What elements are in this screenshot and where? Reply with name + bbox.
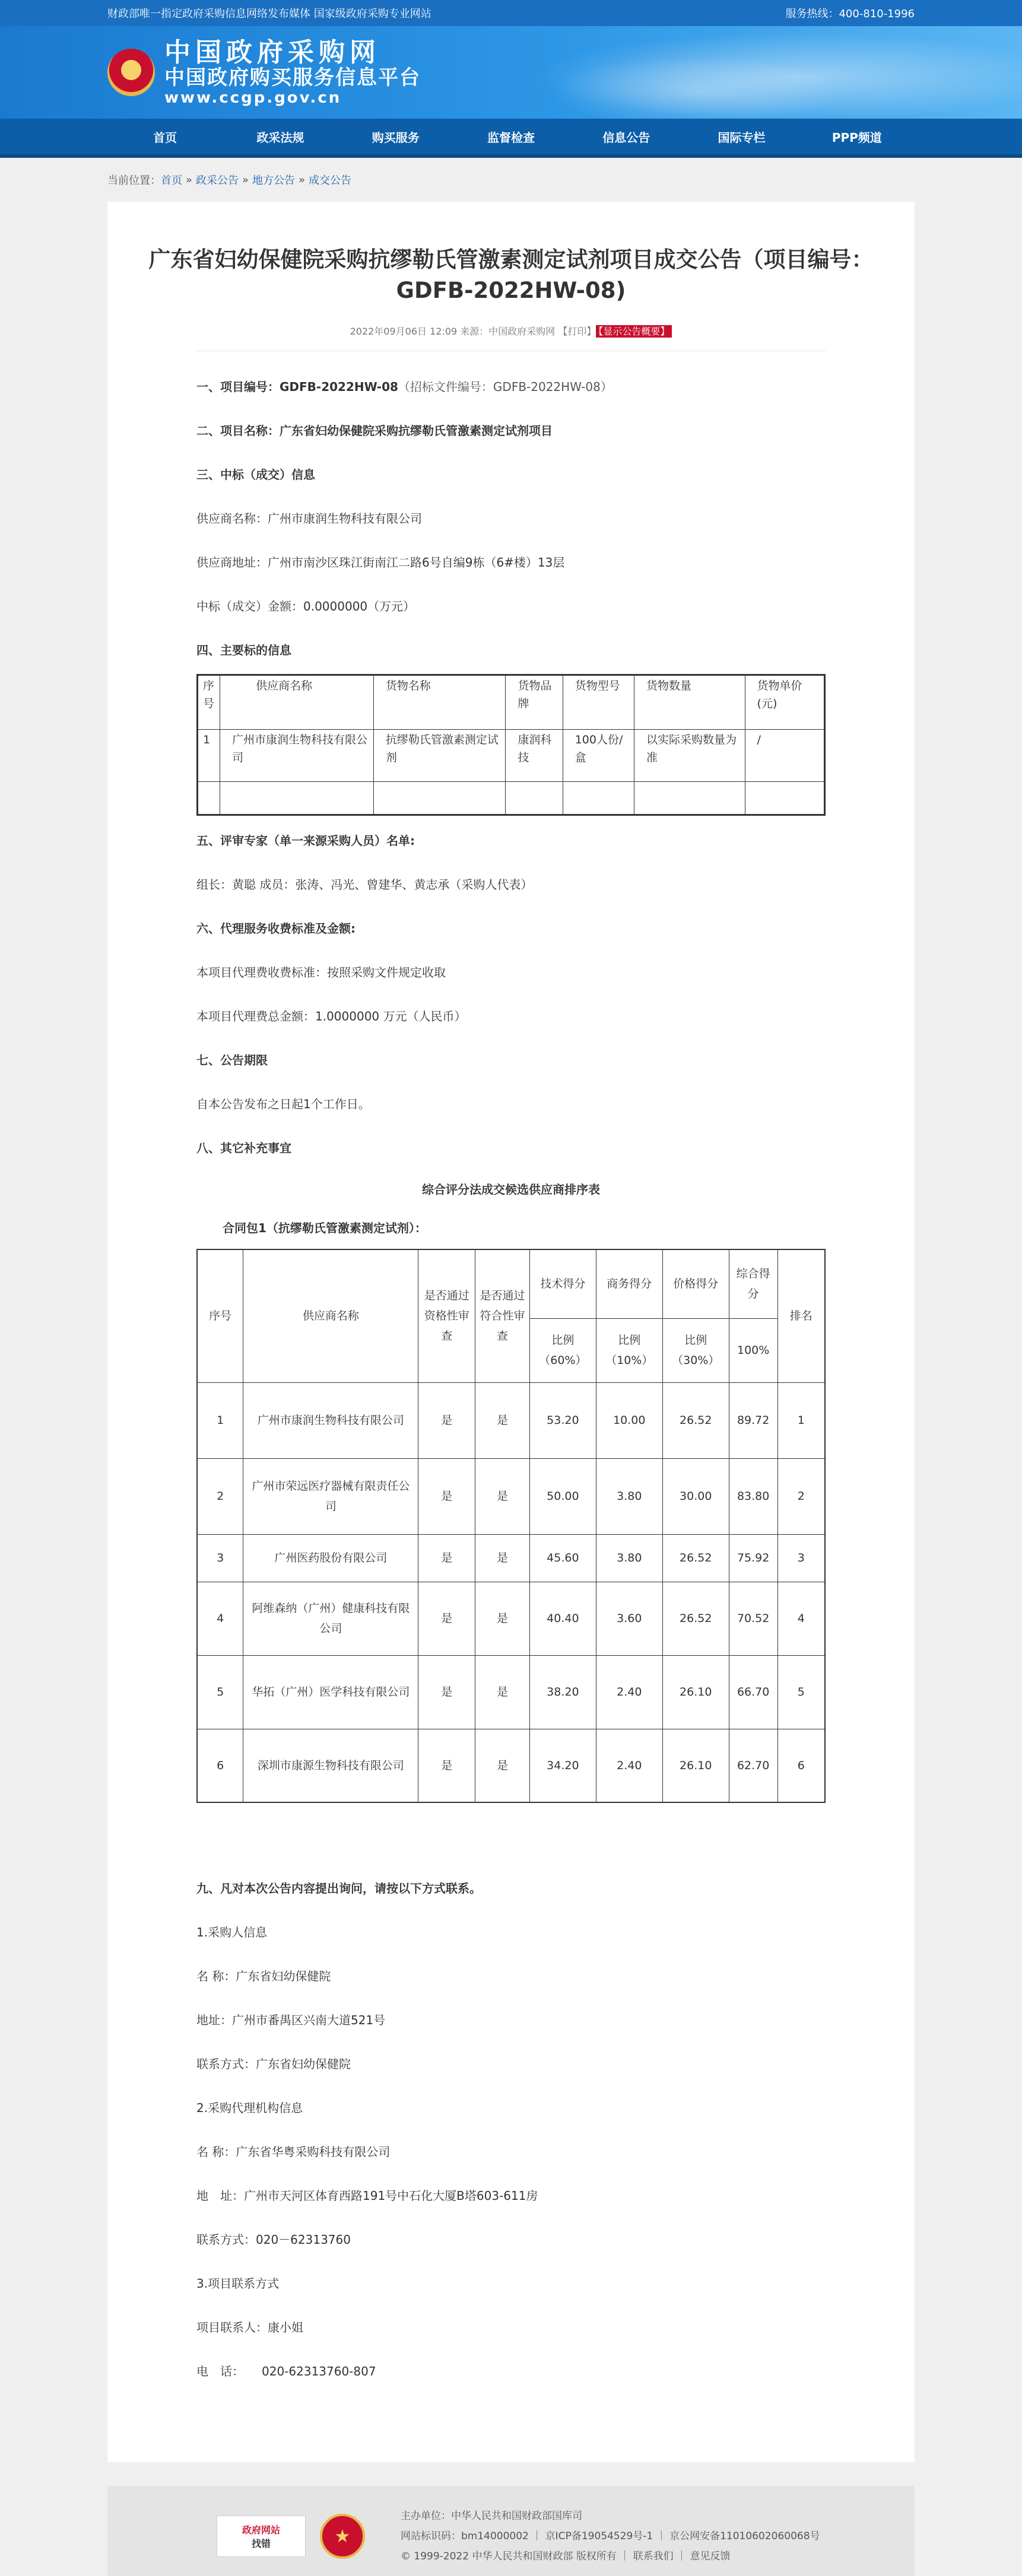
article-meta bbox=[107, 324, 915, 338]
table-cell: 66.70 bbox=[729, 1655, 777, 1729]
table-cell: 45.60 bbox=[529, 1534, 596, 1582]
gov-site-error-report-badge[interactable] bbox=[217, 2515, 306, 2557]
breadcrumb-deal[interactable]: 成交公告 bbox=[309, 174, 352, 187]
table-cell: 75.92 bbox=[729, 1534, 777, 1582]
table-header: 货物数量 bbox=[634, 675, 745, 730]
footer-info bbox=[401, 2506, 820, 2567]
agency-name: 名 称：广东省华粤采购科技有限公司 bbox=[196, 2145, 391, 2159]
award-amount: 中标（成交）金额：0.0000000（万元） bbox=[196, 599, 415, 613]
table-cell: 是 bbox=[418, 1655, 475, 1729]
table-header: 100% bbox=[729, 1318, 777, 1382]
table-row-empty bbox=[198, 782, 825, 815]
badge-title: 政府网站 bbox=[242, 2524, 280, 2536]
agency-heading: 2.采购代理机构信息 bbox=[196, 2101, 303, 2115]
table-cell: 1 bbox=[197, 1382, 243, 1458]
supplier-address: 供应商地址：广州市南沙区珠江街南江二路6号自编9栋（6#楼）13层 bbox=[196, 555, 565, 570]
footer-copyright: © 1999-2022 中华人民共和国财政部 版权所有 ｜ 联系我们 ｜ 意见反馈 bbox=[401, 2550, 731, 2562]
table-cell: 3 bbox=[197, 1534, 243, 1582]
table-header: 货物名称 bbox=[373, 675, 506, 730]
project-contact-phone: 电 话： 020-62313760-807 bbox=[196, 2364, 376, 2378]
table-cell: 是 bbox=[475, 1729, 530, 1802]
table-cell: 2 bbox=[197, 1458, 243, 1534]
table-cell: 阿维森纳（广州）健康科技有限公司 bbox=[243, 1582, 418, 1655]
nav-announcements[interactable]: 信息公告 bbox=[602, 130, 650, 145]
table-cell: 62.70 bbox=[729, 1729, 777, 1802]
logo-url: www.ccgp.gov.cn bbox=[164, 88, 342, 107]
table-cell: 华拓（广州）医学科技有限公司 bbox=[243, 1655, 418, 1729]
footer-registration: 网站标识码：bm14000002 ｜ 京ICP备19054529号-1 ｜ 京公网安备11010602060068号 bbox=[401, 2530, 820, 2542]
table-row bbox=[197, 1458, 825, 1534]
supplier-name: 供应商名称：广州市康润生物科技有限公司 bbox=[196, 511, 422, 526]
article-body bbox=[196, 351, 826, 2380]
site-slogan: 财政部唯一指定政府采购信息网络发布媒体 国家级政府采购专业网站 bbox=[107, 8, 431, 20]
table-cell: 26.10 bbox=[662, 1729, 729, 1802]
table-cell: 是 bbox=[475, 1655, 530, 1729]
section-award-info: 三、中标（成交）信息 bbox=[196, 468, 315, 482]
breadcrumb-procurement[interactable]: 政采公告 bbox=[196, 174, 239, 187]
section-supplement: 八、其它补充事宜 bbox=[196, 1141, 291, 1155]
nav-international[interactable]: 国际专栏 bbox=[718, 130, 766, 145]
table-row bbox=[197, 1582, 825, 1655]
breadcrumb bbox=[107, 158, 915, 202]
table-cell: 2.40 bbox=[596, 1729, 662, 1802]
party-gov-site-icon[interactable]: ★ bbox=[320, 2514, 365, 2559]
main-nav bbox=[0, 119, 1022, 158]
table-cell: 100人份/盒 bbox=[563, 730, 634, 782]
purchaser-address: 地址：广州市番禺区兴南大道521号 bbox=[196, 2013, 386, 2027]
logo-subtitle: 中国政府购买服务信息平台 bbox=[164, 66, 421, 90]
table-cell: 康润科技 bbox=[506, 730, 563, 782]
table-cell: 26.10 bbox=[662, 1655, 729, 1729]
breadcrumb-local[interactable]: 地方公告 bbox=[252, 174, 296, 187]
ranking-table bbox=[196, 1249, 826, 1803]
table-header: 货物型号 bbox=[563, 675, 634, 730]
table-cell: 是 bbox=[475, 1458, 530, 1534]
table-row bbox=[198, 730, 825, 782]
section-project-no: 一、项目编号：GDFB-2022HW-08 bbox=[196, 380, 398, 394]
table-cell: 深圳市康源生物科技有限公司 bbox=[243, 1729, 418, 1802]
table-cell: 广州市康润生物科技有限公司 bbox=[220, 730, 374, 782]
table-cell: 是 bbox=[418, 1582, 475, 1655]
site-logo[interactable] bbox=[164, 39, 421, 106]
fee-standard: 本项目代理费收费标准：按照采购文件规定收取 bbox=[196, 965, 446, 979]
table-cell: 以实际采购数量为准 bbox=[634, 730, 745, 782]
table-header: 商务得分 bbox=[596, 1249, 662, 1318]
table-cell: 1 bbox=[198, 730, 220, 782]
table-cell: 是 bbox=[475, 1382, 530, 1458]
table-cell: 广州市康润生物科技有限公司 bbox=[243, 1382, 418, 1458]
table-cell: 广州医药股份有限公司 bbox=[243, 1534, 418, 1582]
table-cell: 50.00 bbox=[529, 1458, 596, 1534]
table-header: 是否通过符合性审查 bbox=[475, 1249, 530, 1382]
ranking-title: 综合评分法成交候选供应商排序表 bbox=[422, 1182, 600, 1197]
table-cell: 4 bbox=[777, 1582, 825, 1655]
tender-doc-no: （招标文件编号：GDFB-2022HW-08） bbox=[398, 380, 612, 394]
table-header: 序号 bbox=[198, 675, 220, 730]
table-cell: 6 bbox=[197, 1729, 243, 1802]
table-cell: 30.00 bbox=[662, 1458, 729, 1534]
section-project-name: 二、项目名称：广东省妇幼保健院采购抗缪勒氏管激素测定试剂项目 bbox=[196, 424, 553, 438]
national-emblem-icon[interactable]: ★ bbox=[107, 49, 155, 96]
table-cell: 2.40 bbox=[596, 1655, 662, 1729]
page-title: 广东省妇幼保健院采购抗缪勒氏管激素测定试剂项目成交公告（项目编号：GDFB-2022HW-08) bbox=[148, 247, 874, 303]
table-header: 综合得分 bbox=[729, 1249, 777, 1318]
table-header-row bbox=[198, 675, 825, 730]
site-banner bbox=[0, 26, 1022, 119]
table-header: 货物单价(元) bbox=[745, 675, 824, 730]
table-cell: 是 bbox=[475, 1582, 530, 1655]
article bbox=[107, 202, 915, 2462]
table-cell: 26.52 bbox=[662, 1382, 729, 1458]
site-footer bbox=[107, 2486, 915, 2576]
table-cell: 3.60 bbox=[596, 1582, 662, 1655]
table-cell: 是 bbox=[418, 1729, 475, 1802]
project-contact-person: 项目联系人：康小姐 bbox=[196, 2320, 303, 2335]
table-cell: 34.20 bbox=[529, 1729, 596, 1802]
agency-address: 地 址：广州市天河区体育西路191号中石化大厦B塔603-611房 bbox=[196, 2189, 538, 2203]
table-cell: 89.72 bbox=[729, 1382, 777, 1458]
table-cell: 是 bbox=[475, 1534, 530, 1582]
table-header: 供应商名称 bbox=[243, 1249, 418, 1382]
table-header: 比例（10%） bbox=[596, 1318, 662, 1382]
table-row bbox=[197, 1534, 825, 1582]
table-cell: 广州市荣远医疗器械有限责任公司 bbox=[243, 1458, 418, 1534]
table-cell: 38.20 bbox=[529, 1655, 596, 1729]
table-cell: 40.40 bbox=[529, 1582, 596, 1655]
table-header: 价格得分 bbox=[662, 1249, 729, 1318]
breadcrumb-prefix: 当前位置： bbox=[107, 174, 161, 187]
expert-list: 组长：黄聪 成员：张涛、冯光、曾建华、黄志承（采购人代表） bbox=[196, 877, 533, 892]
table-row bbox=[197, 1655, 825, 1729]
breadcrumb-separator: » bbox=[186, 173, 193, 186]
table-cell: 1 bbox=[777, 1382, 825, 1458]
table-cell: / bbox=[745, 730, 824, 782]
publish-info: 2022年09月06日 12:09 来源：中国政府采购网 【打印】 bbox=[350, 326, 596, 337]
nav-ppp[interactable]: PPP频道 bbox=[831, 130, 882, 145]
table-cell: 70.52 bbox=[729, 1582, 777, 1655]
nav-regulations[interactable]: 政采法规 bbox=[256, 130, 304, 145]
purchaser-contact: 联系方式：广东省妇幼保健院 bbox=[196, 2057, 351, 2071]
footer-sponsor: 主办单位：中华人民共和国财政部国库司 bbox=[401, 2510, 582, 2522]
table-header: 序号 bbox=[197, 1249, 243, 1382]
agency-contact: 联系方式：020－62313760 bbox=[196, 2232, 351, 2247]
badge-subtitle: 找错 bbox=[251, 2538, 271, 2549]
table-row bbox=[197, 1382, 825, 1458]
table-cell: 26.52 bbox=[662, 1534, 729, 1582]
period-text: 自本公告发布之日起1个工作日。 bbox=[196, 1097, 370, 1111]
section-experts: 五、评审专家（单一来源采购人员）名单: bbox=[196, 834, 415, 848]
breadcrumb-separator: » bbox=[242, 173, 249, 186]
nav-supervision[interactable]: 监督检查 bbox=[487, 130, 535, 145]
table-header: 技术得分 bbox=[529, 1249, 596, 1318]
table-cell: 26.52 bbox=[662, 1582, 729, 1655]
purchaser-heading: 1.采购人信息 bbox=[196, 1925, 268, 1939]
table-cell: 83.80 bbox=[729, 1458, 777, 1534]
table-cell: 3 bbox=[777, 1534, 825, 1582]
breadcrumb-home[interactable]: 首页 bbox=[161, 174, 182, 187]
table-cell: 5 bbox=[777, 1655, 825, 1729]
section-subject-info: 四、主要标的信息 bbox=[196, 643, 291, 657]
project-contact-heading: 3.项目联系方式 bbox=[196, 2276, 280, 2291]
logo-title: 中国政府采购网 bbox=[164, 37, 380, 68]
table-cell: 2 bbox=[777, 1458, 825, 1534]
table-header: 比例（30%） bbox=[662, 1318, 729, 1382]
table-cell: 是 bbox=[418, 1534, 475, 1582]
package-title: 合同包1（抗缪勒氏管激素测定试剂）： bbox=[223, 1221, 427, 1235]
table-cell: 是 bbox=[418, 1382, 475, 1458]
section-contact: 九、凡对本次公告内容提出询问，请按以下方式联系。 bbox=[196, 1881, 481, 1896]
table-cell: 6 bbox=[777, 1729, 825, 1802]
table-header: 排名 bbox=[777, 1249, 825, 1382]
section-agency-fee: 六、代理服务收费标准及金额: bbox=[196, 921, 356, 936]
table-cell: 3.80 bbox=[596, 1534, 662, 1582]
top-info-bar bbox=[0, 0, 1022, 26]
section-period: 七、公告期限 bbox=[196, 1053, 268, 1067]
table-cell: 4 bbox=[197, 1582, 243, 1655]
nav-home[interactable]: 首页 bbox=[153, 130, 177, 145]
subject-table bbox=[196, 674, 826, 816]
table-header: 是否通过资格性审查 bbox=[418, 1249, 475, 1382]
table-cell: 3.80 bbox=[596, 1458, 662, 1534]
service-hotline: 服务热线：400-810-1996 bbox=[785, 8, 915, 20]
show-summary-button[interactable]: 【显示公告概要】 bbox=[596, 325, 672, 338]
table-header: 货物品牌 bbox=[506, 675, 563, 730]
table-cell: 5 bbox=[197, 1655, 243, 1729]
nav-purchase-services[interactable]: 购买服务 bbox=[372, 130, 420, 145]
breadcrumb-separator: » bbox=[299, 173, 306, 186]
table-cell: 抗缪勒氏管激素测定试剂 bbox=[373, 730, 506, 782]
fee-total: 本项目代理费总金额：1.0000000 万元（人民币） bbox=[196, 1009, 466, 1023]
table-cell: 10.00 bbox=[596, 1382, 662, 1458]
purchaser-name: 名 称：广东省妇幼保健院 bbox=[196, 1969, 331, 1983]
table-header: 比例（60%） bbox=[529, 1318, 596, 1382]
table-cell: 53.20 bbox=[529, 1382, 596, 1458]
table-header: 供应商名称 bbox=[220, 675, 374, 730]
table-cell: 是 bbox=[418, 1458, 475, 1534]
table-row bbox=[197, 1729, 825, 1802]
table-header-row bbox=[197, 1249, 825, 1318]
